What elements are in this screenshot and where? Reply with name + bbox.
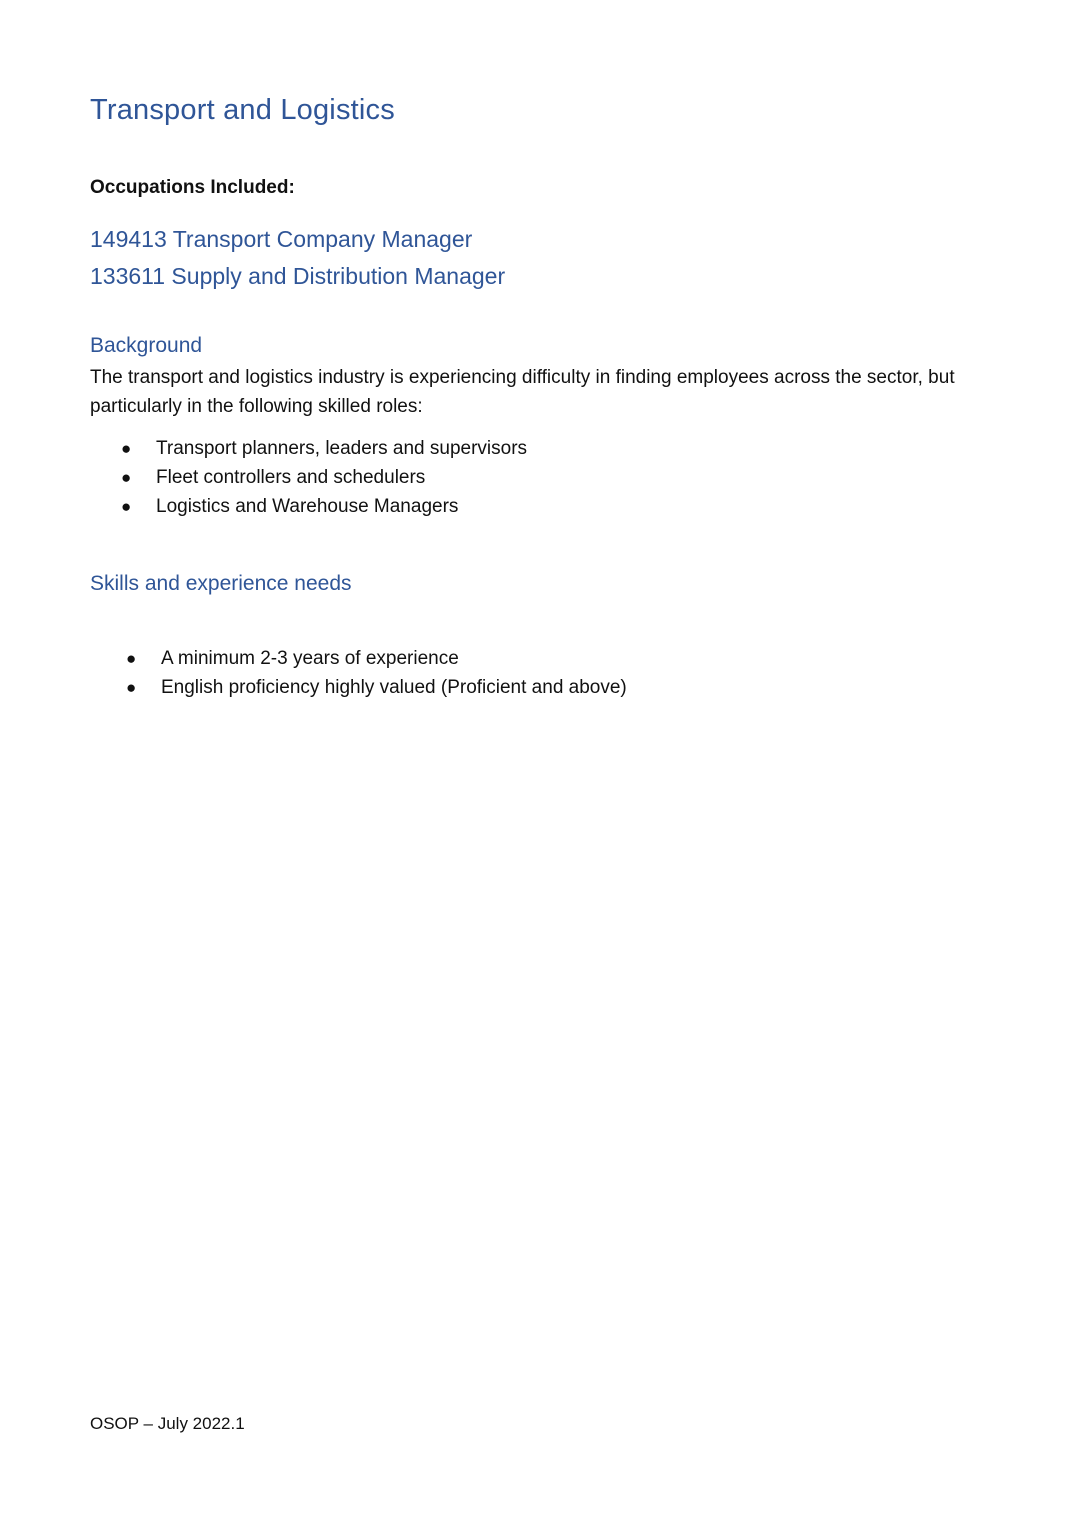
page-title: Transport and Logistics <box>90 94 395 126</box>
occupation-item: 133611 Supply and Distribution Manager <box>90 263 506 289</box>
skills-heading: Skills and experience needs <box>90 572 352 595</box>
list-item-text: Fleet controllers and schedulers <box>156 467 426 488</box>
bullet-icon: ● <box>121 497 132 516</box>
list-item <box>126 673 627 702</box>
list-item <box>121 492 527 521</box>
occupations-list <box>90 221 505 295</box>
bullet-icon: ● <box>121 439 132 458</box>
occupation-item: 149413 Transport Company Manager <box>90 226 473 252</box>
list-item-text: A minimum 2-3 years of experience <box>161 648 459 669</box>
list-item <box>126 644 627 673</box>
bullet-icon: ● <box>126 678 137 697</box>
skills-list <box>126 644 627 702</box>
list-item <box>121 463 527 492</box>
list-item-text: Logistics and Warehouse Managers <box>156 496 459 517</box>
occupations-label: Occupations Included: <box>90 177 295 198</box>
bullet-icon: ● <box>126 649 137 668</box>
list-item <box>121 434 527 463</box>
skilled-roles-list <box>121 434 527 521</box>
background-paragraph: The transport and logistics industry is experiencing difficulty in finding employees across the sector, but particularly in the following skilled roles: <box>90 367 955 417</box>
bullet-icon: ● <box>121 468 132 487</box>
list-item-text: Transport planners, leaders and supervisors <box>156 438 528 459</box>
background-heading: Background <box>90 334 203 357</box>
page-footer: OSOP – July 2022.1 <box>90 1414 245 1433</box>
list-item-text: English proficiency highly valued (Proficient and above) <box>161 677 627 698</box>
